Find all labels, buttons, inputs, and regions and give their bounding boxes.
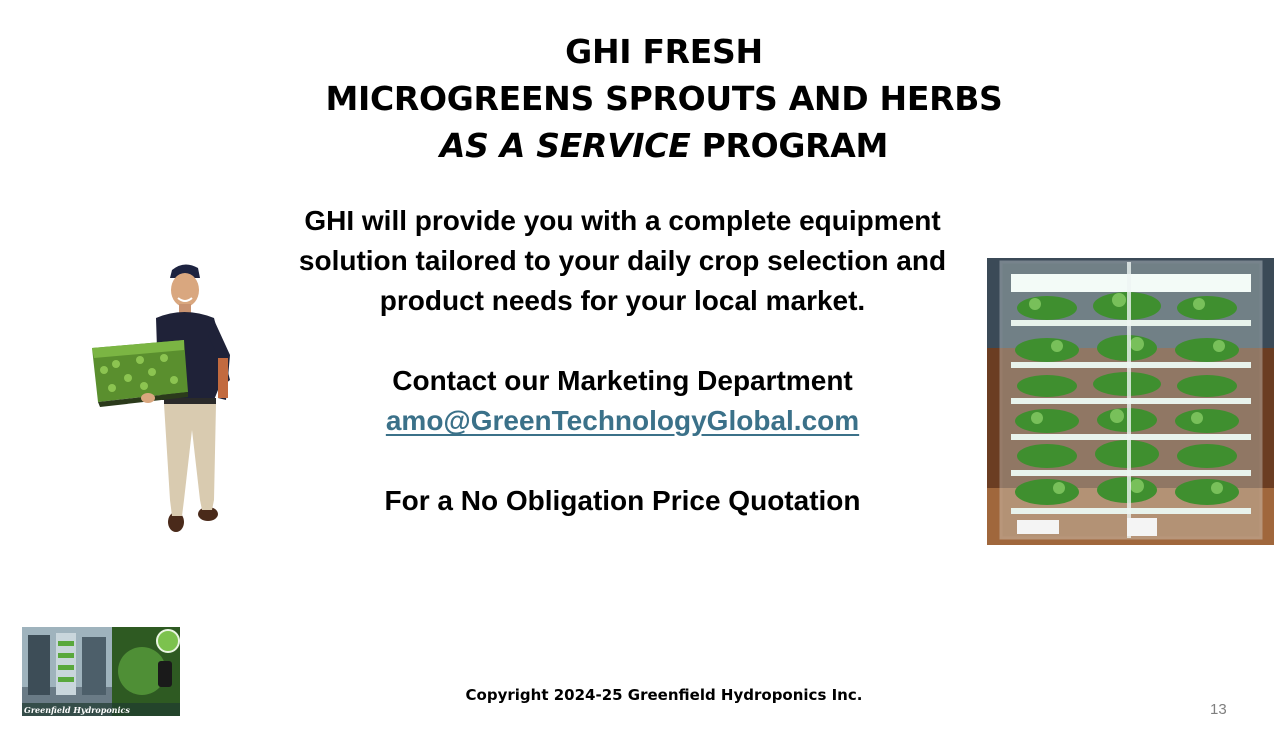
vertical-farm-shelf-image	[987, 258, 1274, 545]
contact-paragraph	[240, 361, 1005, 441]
slide-title	[0, 28, 1283, 169]
quotation-text: For a No Obligation Price Quotation	[384, 485, 861, 516]
svg-text:Greenfield Hydroponics: Greenfield Hydroponics	[24, 705, 130, 715]
intro-line-2: solution tailored to your daily crop selection and	[298, 245, 947, 276]
delivery-person-image	[84, 260, 244, 540]
email-link[interactable]: amo@GreenTechnologyGlobal.com	[385, 405, 860, 436]
title-program-part: PROGRAM	[690, 126, 889, 165]
title-line-1: GHI FRESH	[565, 32, 763, 71]
page-number: 13	[1210, 701, 1227, 718]
intro-line-1: GHI will provide you with a complete equipment	[304, 205, 941, 236]
intro-paragraph	[240, 201, 1005, 321]
title-line-2: MICROGREENS SPROUTS AND HERBS	[325, 79, 1003, 118]
title-line-3	[45, 122, 1283, 169]
copyright-text: Copyright 2024-25 Greenfield Hydroponics Inc.	[465, 686, 863, 704]
intro-line-3: product needs for your local market.	[379, 285, 866, 316]
contact-label: Contact our Marketing Department	[392, 365, 853, 396]
title-italic-part: AS A SERVICE	[439, 126, 691, 165]
